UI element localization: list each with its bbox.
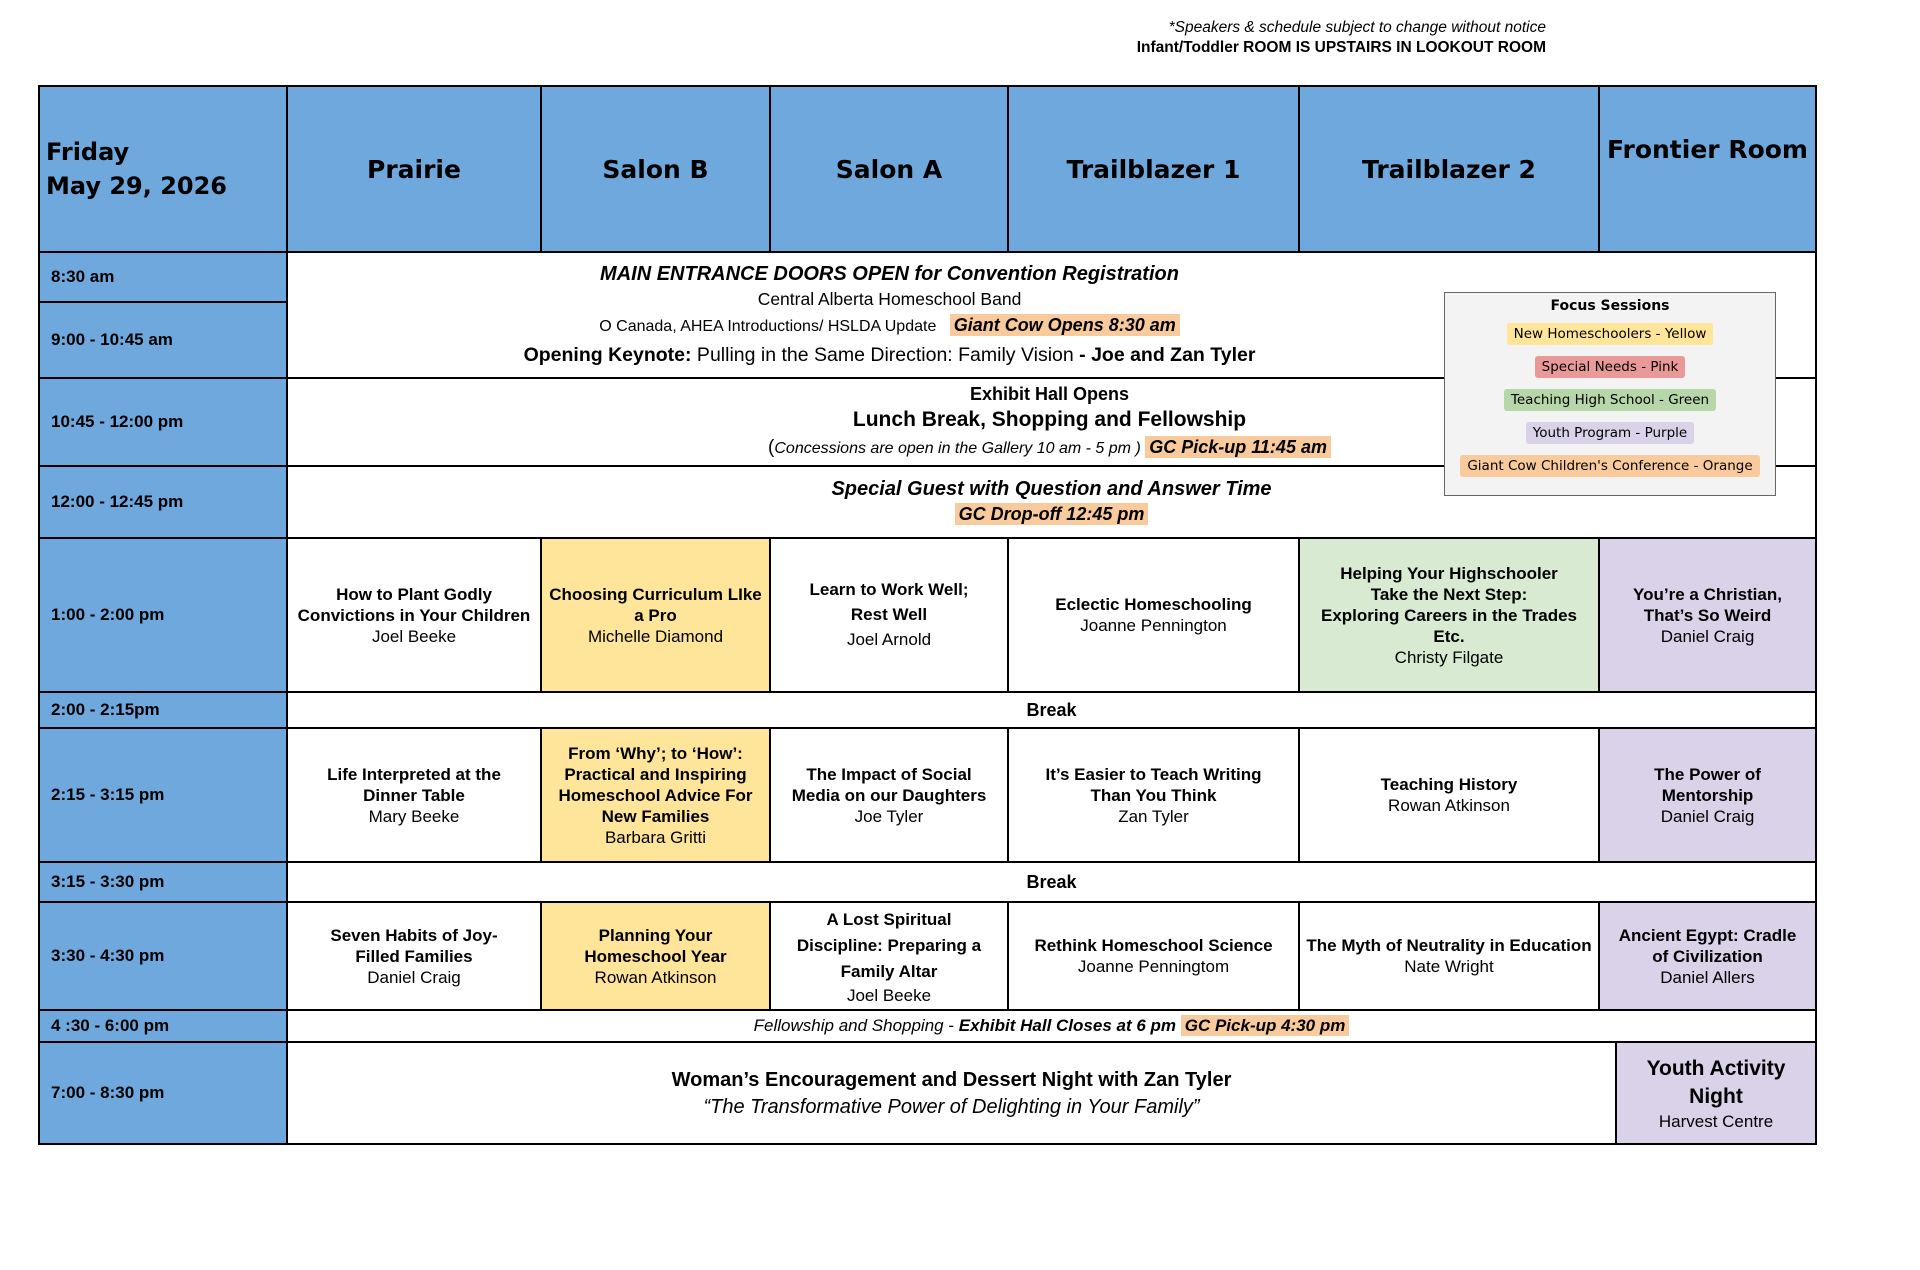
concessions-hours: 10 am - 5 pm ) [1032,440,1141,457]
keynote-line [294,341,1485,369]
session-cell [541,902,770,1010]
legend-item-giant-cow: Giant Cow Children's Conference - Orange [1460,455,1759,477]
focus-sessions-legend [1444,292,1776,496]
room-header-trailblazer-2: Trailblazer 2 [1299,86,1599,252]
session-speaker: Michelle Diamond [587,626,724,646]
session-cell [287,902,541,1010]
break-cell: Break [287,692,1816,728]
session-cell [287,728,541,862]
youth-night-cell [1616,1042,1816,1144]
session-speaker: Daniel Craig [1660,806,1755,826]
doors-open-text: MAIN ENTRANCE DOORS OPEN for Convention Registration [600,263,1179,285]
session-title: Eclectic Homeschooling [1055,595,1252,614]
session-speaker: Nate Wright [1404,957,1494,976]
row-200 [39,692,1816,728]
room-header-salon-b: Salon B [541,86,770,252]
session-cell [770,902,1008,1010]
fellowship-text: Fellowship and Shopping [753,1016,944,1035]
session-title: A Lost Spiritual Discipline: Preparing a Family Altar [796,909,982,981]
keynote-title: Pulling in the Same Direction: Family Vision [691,344,1080,366]
gc-opens-badge: Giant Cow Opens 8:30 am [950,314,1180,336]
session-cell [770,538,1008,692]
session-speaker: Joel Beeke [371,626,457,646]
session-title: Learn to Work Well; Rest Well [809,580,969,624]
session-title: You’re a Christian, That’s So Weird [1633,584,1782,625]
break-cell: Break [287,862,1816,902]
session-speaker: Daniel Craig [367,967,461,987]
session-speaker: Mary Beeke [368,806,460,826]
youth-night-place: Harvest Centre [1658,1111,1774,1131]
time-900: 9:00 - 10:45 am [39,302,287,378]
header-row [39,86,1816,252]
gc-pickup-badge: GC Pick-up 11:45 am [1145,436,1331,458]
guest-title: Special Guest with Question and Answer Time [831,478,1272,500]
session-title: Teaching History [1380,775,1518,794]
session-title: Helping Your Highschooler Take the Next Step: [1340,563,1558,604]
session-speaker: Joanne Pennington [1080,616,1227,635]
womans-night-subtitle: “The Transformative Power of Delighting in Your Family” [703,1095,1200,1118]
session-speaker: Joanne Penningtom [1077,957,1230,976]
row-215 [39,728,1816,862]
row-315 [39,862,1816,902]
time-315: 3:15 - 3:30 pm [39,862,287,902]
session-speaker: Daniel Craig [1660,626,1755,646]
room-header-trailblazer-1: Trailblazer 1 [1008,86,1299,252]
time-215: 2:15 - 3:15 pm [39,728,287,862]
row-100 [39,538,1816,692]
change-notice: *Speakers & schedule subject to change without notice [1168,19,1546,36]
session-title: How to Plant Godly Convictions in Your Children [297,584,531,625]
session-cell [1299,538,1599,692]
infant-room-notice: Infant/Toddler ROOM IS UPSTAIRS IN LOOKOUT ROOM [1136,39,1546,56]
concessions-text: Concessions are open in the Gallery [774,440,1033,457]
legend-item-new-homeschoolers: New Homeschoolers - Yellow [1507,323,1714,345]
fellowship-sep: - [943,1016,959,1035]
session-cell [1008,902,1299,1010]
session-title: The Power of Mentorship [1654,764,1761,805]
concessions-paren: ( [768,437,775,458]
session-title: Seven Habits of Joy-Filled Families [330,925,498,966]
row-430 [39,1010,1816,1042]
time-330: 3:30 - 4:30 pm [39,902,287,1010]
legend-item-high-school: Teaching High School - Green [1504,389,1716,411]
row-330 [39,902,1816,1010]
gc-dropoff-badge: GC Drop-off 12:45 pm [955,503,1149,525]
time-200: 2:00 - 2:15pm [39,692,287,728]
session-speaker: Joel Beeke [846,985,932,1005]
intro-line [294,311,1485,341]
session-cell [1008,538,1299,692]
room-header-frontier [1599,86,1816,252]
session-cell [541,538,770,692]
session-title: Rethink Homeschool Science [1034,936,1273,955]
session-cell [1599,902,1816,1010]
lunch-title: Lunch Break, Shopping and Fellowship [852,408,1247,431]
legend-title: Focus Sessions [1550,298,1670,314]
date-label: May 29, 2026 [46,172,228,200]
exhibit-closes-text: Exhibit Hall Closes at 6 pm [958,1016,1177,1035]
gc-pickup-430-badge: GC Pick-up 4:30 pm [1181,1015,1350,1036]
session-cell [541,728,770,862]
schedule-table [38,85,1817,1145]
time-700: 7:00 - 8:30 pm [39,1042,287,1144]
room-header-salon-a: Salon A [770,86,1008,252]
day-label: Friday [46,138,130,166]
legend-item-special-needs: Special Needs - Pink [1535,356,1686,378]
band-text: Central Alberta Homeschool Band [757,289,1022,309]
session-speaker: Zan Tyler [1118,806,1189,826]
session-speaker: Rowan Atkinson [594,967,717,987]
session-title: The Myth of Neutrality in Education [1306,936,1592,955]
session-speaker: Rowan Atkinson [1388,796,1510,815]
session-cell [1008,728,1299,862]
session-speaker: Daniel Allers [1660,967,1755,987]
guest-dropoff-line [294,502,1809,528]
session-title: From ‘Why’; to ‘How’: Practical and Inspiring Homeschool Advice For New Families [558,743,753,826]
session-cell [1599,538,1816,692]
exhibit-hall-opens: Exhibit Hall Opens [969,384,1130,404]
keynote-speakers: - Joe and Zan Tyler [1079,344,1256,366]
session-title: Planning Your Homeschool Year [584,925,727,966]
youth-night-title: Youth Activity Night [1646,1056,1786,1108]
legend-item-youth-program: Youth Program - Purple [1526,422,1694,444]
session-title: The Impact of Social Media on our Daughters [791,764,987,805]
session-title-line2: Exploring Careers in the Trades Etc. [1320,605,1578,646]
time-430: 4 :30 - 6:00 pm [39,1010,287,1042]
fellowship-cell [287,1010,1816,1042]
time-1045: 10:45 - 12:00 pm [39,378,287,466]
session-title: Ancient Egypt: Cradle of Civilization [1618,925,1797,966]
session-speaker: Joe Tyler [854,806,924,826]
session-title: Life Interpreted at the Dinner Table [327,764,501,805]
session-speaker: Christy Filgate [1394,647,1504,667]
session-cell [287,538,541,692]
frontier-label: Frontier Room [1607,135,1808,164]
row-700 [39,1042,1816,1144]
womans-night-cell [287,1042,1616,1144]
session-speaker: Joel Arnold [846,630,932,649]
schedule-notice [1137,18,1546,58]
room-header-prairie: Prairie [287,86,541,252]
session-title: It’s Easier to Teach Writing Than You Think [1045,764,1262,805]
session-cell [1299,902,1599,1010]
session-title: Choosing Curriculum LIke a Pro [549,584,762,625]
date-header [39,86,287,252]
time-1200: 12:00 - 12:45 pm [39,466,287,538]
intro-text: O Canada, AHEA Introductions/ HSLDA Update [599,318,937,335]
time-100: 1:00 - 2:00 pm [39,538,287,692]
session-speaker: Barbara Gritti [604,827,707,847]
womans-night-title: Woman’s Encouragement and Dessert Night with Zan Tyler [671,1068,1232,1091]
keynote-label: Opening Keynote: [523,344,692,366]
session-cell [1299,728,1599,862]
time-830: 8:30 am [39,252,287,302]
session-cell [1599,728,1816,862]
session-cell [770,728,1008,862]
